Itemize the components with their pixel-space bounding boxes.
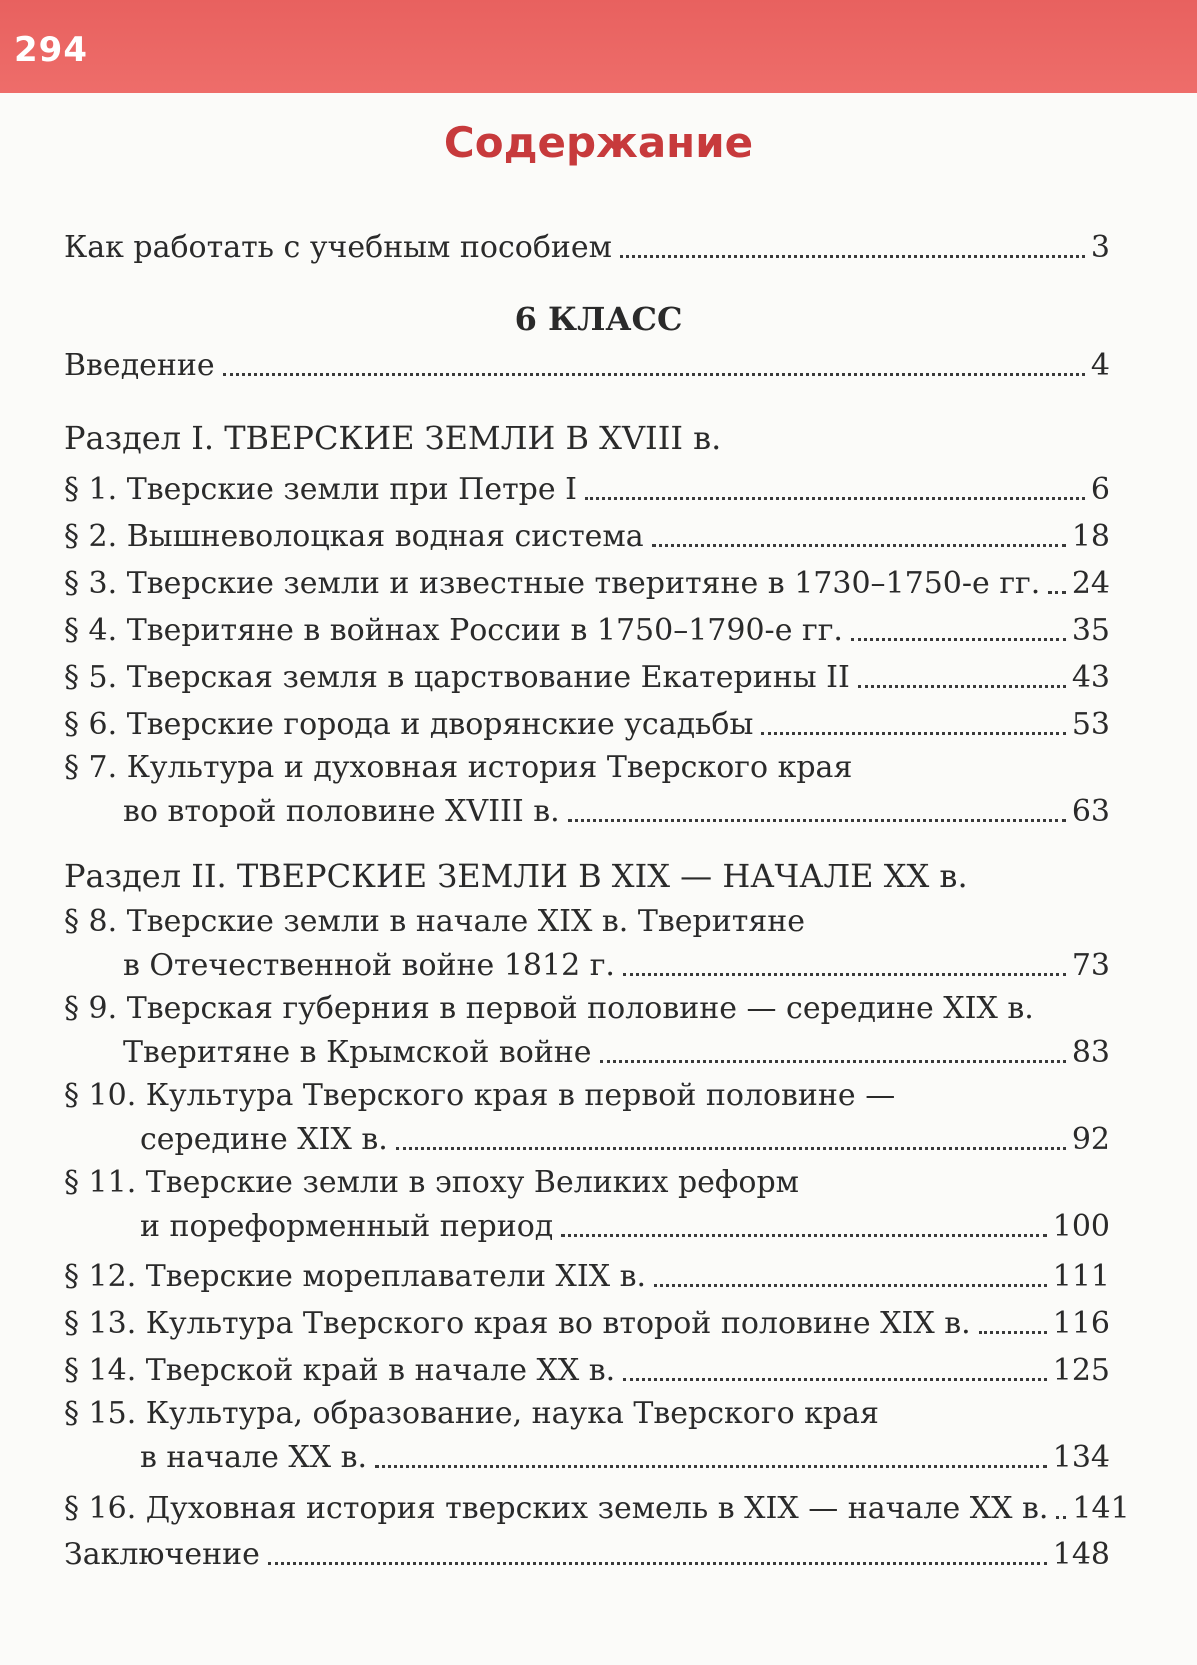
toc-entry-page: 35 <box>1071 613 1110 648</box>
toc-entry-label: § 2. Вышневолоцкая водная система <box>64 519 644 554</box>
toc-entry-label: § 3. Тверские земли и известные тверитяне в 1730–1750-е гг. <box>64 566 1041 601</box>
toc-entry-intro[interactable] <box>64 220 1110 268</box>
dot-leader <box>623 973 1066 976</box>
toc-entry-label: § 1. Тверские земли при Петре I <box>64 472 578 507</box>
toc-entry-label: в Отечественной войне 1812 г. <box>123 948 615 983</box>
dot-leader <box>375 1465 1047 1468</box>
toc-entry-page: 125 <box>1052 1353 1110 1388</box>
toc-entry-page: 4 <box>1090 348 1110 383</box>
toc-entry-9[interactable] <box>123 1025 1110 1073</box>
toc-entry-label: Тверитяне в Крымской войне <box>123 1035 592 1070</box>
dot-leader <box>761 732 1065 735</box>
toc-entry-15[interactable] <box>140 1430 1110 1478</box>
toc-entry-page: 18 <box>1071 519 1110 554</box>
toc-entry-page: 92 <box>1071 1122 1110 1157</box>
toc-entry-page: 24 <box>1071 566 1110 601</box>
section-heading-1: Раздел I. ТВЕРСКИЕ ЗЕМЛИ В XVIII в. <box>64 419 722 457</box>
toc-entry-1[interactable] <box>64 462 1110 510</box>
page-header-band <box>0 0 1197 93</box>
toc-entry-7-title[interactable]: § 7. Культура и духовная история Тверского края <box>64 750 853 785</box>
toc-entry-15-title[interactable]: § 15. Культура, образование, наука Тверского края <box>64 1396 879 1431</box>
section-heading-2: Раздел II. ТВЕРСКИЕ ЗЕМЛИ В XIX — НАЧАЛЕ XX в. <box>64 857 968 895</box>
toc-entry-7[interactable] <box>123 784 1110 832</box>
toc-entry-label: середине XIX в. <box>140 1122 388 1157</box>
dot-leader <box>396 1147 1066 1150</box>
dot-leader <box>1048 591 1066 594</box>
dot-leader <box>851 638 1066 641</box>
toc-entry-label: Заключение <box>64 1537 260 1572</box>
toc-entry-page: 6 <box>1090 472 1110 507</box>
toc-entry-label: в начале XX в. <box>140 1440 368 1475</box>
toc-entry-11[interactable] <box>140 1199 1110 1247</box>
toc-entry-8-title[interactable]: § 8. Тверские земли в начале XIX в. Тверитяне <box>64 904 805 939</box>
toc-entry-12[interactable] <box>64 1249 1110 1297</box>
toc-entry-3[interactable] <box>64 556 1110 604</box>
toc-entry-page: 116 <box>1052 1306 1110 1341</box>
dot-leader <box>568 819 1066 822</box>
toc-entry-label: и пореформенный период <box>140 1209 554 1244</box>
dot-leader <box>858 685 1066 688</box>
toc-entry-9-title[interactable]: § 9. Тверская губерния в первой половине — середине XIX в. <box>64 991 1034 1026</box>
dot-leader <box>600 1060 1066 1063</box>
toc-entry-label: § 16. Духовная история тверских земель в XIX — начале XX в. <box>64 1491 1049 1526</box>
page-title: Содержание <box>443 118 754 167</box>
toc-entry-5[interactable] <box>64 650 1110 698</box>
toc-entry-label: § 14. Тверской край в начале XX в. <box>64 1353 616 1388</box>
dot-leader <box>623 1378 1047 1381</box>
grade-heading: 6 КЛАСС <box>514 300 683 338</box>
toc-entry-page: 73 <box>1071 948 1110 983</box>
toc-entry-page: 141 <box>1072 1491 1130 1526</box>
dot-leader <box>561 1234 1046 1237</box>
toc-entry-16[interactable] <box>64 1481 1130 1529</box>
dot-leader <box>585 497 1085 500</box>
toc-entry-label: Как работать с учебным пособием <box>64 230 612 265</box>
toc-entry-page: 134 <box>1052 1440 1110 1475</box>
toc-entry-label: § 6. Тверские города и дворянские усадьбы <box>64 707 754 742</box>
toc-entry-4[interactable] <box>64 603 1110 651</box>
toc-entry-page: 100 <box>1052 1209 1110 1244</box>
toc-entry-page: 43 <box>1071 660 1110 695</box>
toc-entry-14[interactable] <box>64 1343 1110 1391</box>
toc-entry-conclusion[interactable] <box>64 1527 1110 1575</box>
dot-leader <box>268 1562 1047 1565</box>
toc-entry-label: во второй половине XVIII в. <box>123 794 560 829</box>
toc-entry-6[interactable] <box>64 697 1110 745</box>
toc-entry-introduction[interactable] <box>64 338 1110 386</box>
toc-entry-10-title[interactable]: § 10. Культура Тверского края в первой половине — <box>64 1078 896 1113</box>
dot-leader <box>1056 1516 1066 1519</box>
toc-entry-11-title[interactable]: § 11. Тверские земли в эпоху Великих реформ <box>64 1165 799 1200</box>
toc-entry-page: 111 <box>1052 1259 1110 1294</box>
toc-entry-2[interactable] <box>64 509 1110 557</box>
toc-entry-page: 3 <box>1090 230 1110 265</box>
toc-entry-8[interactable] <box>123 938 1110 986</box>
toc-entry-page: 148 <box>1052 1537 1110 1572</box>
dot-leader <box>652 544 1066 547</box>
toc-entry-10[interactable] <box>140 1112 1110 1160</box>
toc-entry-label: Введение <box>64 348 215 383</box>
toc-entry-page: 53 <box>1071 707 1110 742</box>
dot-leader <box>223 373 1085 376</box>
toc-entry-page: 63 <box>1071 794 1110 829</box>
toc-entry-label: § 12. Тверские мореплаватели XIX в. <box>64 1259 647 1294</box>
dot-leader <box>654 1284 1047 1287</box>
toc-entry-label: § 5. Тверская земля в царствование Екатерины II <box>64 660 850 695</box>
toc-entry-13[interactable] <box>64 1296 1110 1344</box>
toc-entry-label: § 4. Тверитяне в войнах России в 1750–1790-е гг. <box>64 613 843 648</box>
dot-leader <box>620 255 1085 258</box>
toc-entry-page: 83 <box>1071 1035 1110 1070</box>
page-number: 294 <box>14 30 88 70</box>
toc-entry-label: § 13. Культура Тверского края во второй половине XIX в. <box>64 1306 971 1341</box>
dot-leader <box>979 1331 1047 1334</box>
